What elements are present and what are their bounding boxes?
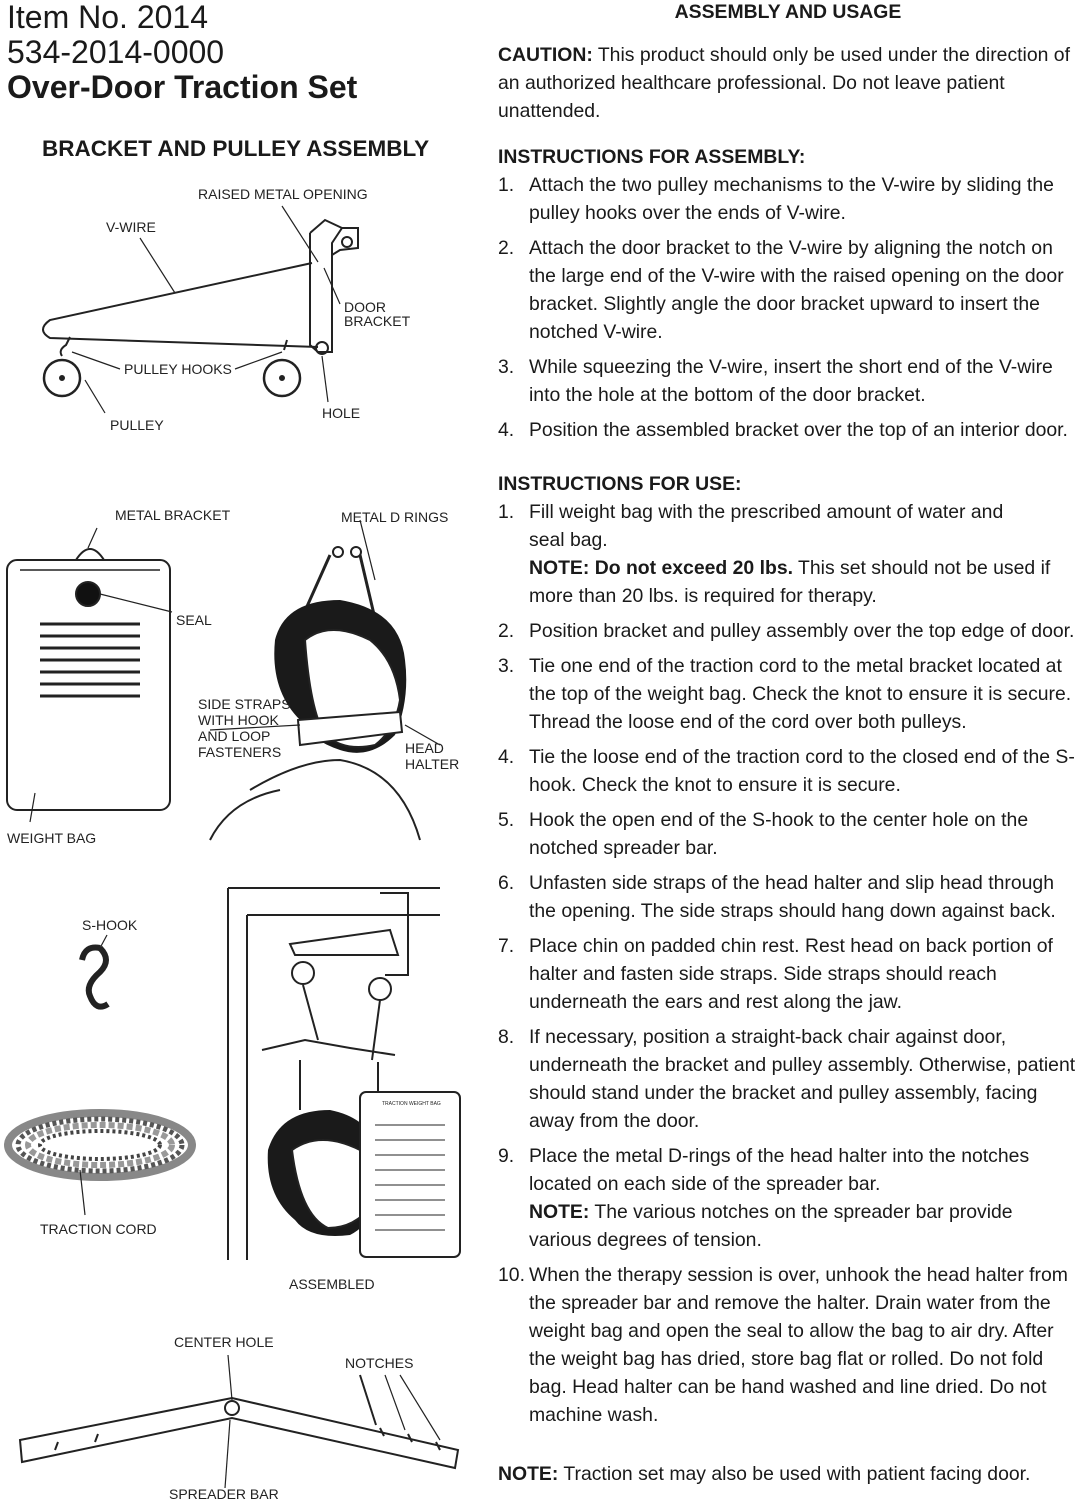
list-item [498, 171, 1078, 227]
step-number: 8. [498, 1026, 515, 1048]
label-v-wire: V-WIRE [106, 219, 156, 235]
step-number: 3. [498, 356, 515, 378]
weight-bag-drawing [7, 528, 172, 822]
step-text: Position the assembled bracket over the top of an interior door. [529, 419, 1068, 441]
label-pulley-hooks: PULLEY HOOKS [124, 361, 232, 377]
label-raised-metal-opening: RAISED METAL OPENING [198, 186, 368, 202]
label-assembled: ASSEMBLED [289, 1276, 375, 1292]
product-title: Over-Door Traction Set [7, 69, 358, 105]
note-label: NOTE: [529, 1201, 590, 1223]
label-head-halter-2: HALTER [405, 756, 460, 772]
assembled-drawing [228, 888, 460, 1260]
item-code: 534-2014-0000 [7, 34, 225, 70]
list-item [498, 743, 1078, 799]
step-text: Place chin on padded chin rest. Rest head on back portion of halter and fasten side straps. Side straps should reach underneath the ears and rest along the jaw. [529, 935, 1053, 1013]
list-item [498, 869, 1078, 925]
label-side-straps-2: WITH HOOK [198, 712, 279, 728]
s-hook-drawing [82, 935, 108, 1007]
list-item [498, 1261, 1078, 1429]
list-item [498, 1142, 1078, 1254]
label-notches: NOTCHES [345, 1355, 414, 1371]
label-hole: HOLE [322, 405, 361, 421]
caution-label: CAUTION: [498, 44, 593, 66]
step-number: 4. [498, 419, 515, 441]
label-head-halter-1: HEAD [405, 740, 444, 756]
step-number: 1. [498, 501, 515, 523]
bracket-pulley-diagram [43, 206, 358, 413]
label-metal-bracket: METAL BRACKET [115, 507, 231, 523]
assembly-heading: INSTRUCTIONS FOR ASSEMBLY: [498, 146, 806, 168]
step-text: Tie the loose end of the traction cord to the closed end of the S-hook. Check the knot to ensure it is secure. [529, 746, 1075, 796]
use-heading: INSTRUCTIONS FOR USE: [498, 473, 742, 495]
step-number: 7. [498, 935, 515, 957]
label-side-straps-1: SIDE STRAPS [198, 696, 291, 712]
traction-cord-drawing [8, 1113, 192, 1215]
label-side-straps-3: AND LOOP [198, 728, 271, 744]
step-number: 4. [498, 746, 515, 768]
label-center-hole: CENTER HOLE [174, 1334, 274, 1350]
final-note-label: NOTE: [498, 1463, 559, 1485]
step-text: Attach the door bracket to the V-wire by aligning the notch on the large end of the V-wire with the raised opening on the door bracket. Slightly angle the door bracket upward to insert the notched V-wire. [529, 237, 1064, 343]
step-number: 2. [498, 620, 515, 642]
label-weight-bag: WEIGHT BAG [7, 830, 97, 846]
list-item [498, 932, 1078, 1016]
assembly-instructions [498, 143, 1078, 444]
list-item [498, 498, 1078, 610]
caution-block [498, 41, 1078, 125]
usage-heading: ASSEMBLY AND USAGE [674, 1, 902, 23]
diagram-heading: BRACKET AND PULLEY ASSEMBLY [42, 136, 430, 161]
label-metal-d-rings: METAL D RINGS [341, 509, 449, 525]
step-text: Attach the two pulley mechanisms to the V-wire by sliding the pulley hooks over the ends of V-wire. [529, 174, 1054, 224]
label-s-hook: S-HOOK [82, 917, 138, 933]
label-spreader-bar: SPREADER BAR [169, 1486, 279, 1502]
step-number: 9. [498, 1145, 515, 1167]
step-text: When the therapy session is over, unhook the head halter from the spreader bar and remove the halter. Drain water from the weight bag and open the seal to allow the bag to air dry. After the weight bag has dried, store bag flat or rolled. Do not fold bag. Head halter can be hand washed and line dried. Do not machine wash. [529, 1264, 1068, 1426]
step-number: 1. [498, 174, 515, 196]
label-side-straps-4: FASTENERS [198, 744, 282, 760]
label-pulley: PULLEY [110, 417, 164, 433]
step-text: If necessary, position a straight-back chair against door, underneath the bracket and pulley assembly. Otherwise, patient should stand under the bracket and pulley assembly, facing away from the door. [529, 1026, 1076, 1132]
step-text: Position bracket and pulley assembly over the top edge of door. [529, 620, 1075, 642]
final-note-text: Traction set may also be used with patient facing door. [558, 1463, 1031, 1485]
use-steps [498, 498, 1078, 1429]
list-item [498, 617, 1078, 645]
list-item [498, 353, 1078, 409]
caution-text: This product should only be used under the direction of an authorized healthcare professional. Do not leave patient unattended. [498, 44, 1070, 122]
step-number: 10. [498, 1264, 525, 1286]
step-text: Tie one end of the traction cord to the metal bracket located at the top of the weight bag. Check the knot to ensure it is secure. Thread the loose end of the cord over both pulleys. [529, 655, 1072, 733]
step-text: While squeezing the V-wire, insert the short end of the V-wire into the hole at the bottom of the door bracket. [529, 356, 1053, 406]
item-number: Item No. 2014 [7, 0, 208, 35]
list-item [498, 1023, 1078, 1135]
step-number: 5. [498, 809, 515, 831]
use-instructions [498, 470, 1078, 1429]
final-note [498, 1460, 1078, 1488]
step-number: 3. [498, 655, 515, 677]
label-traction-cord: TRACTION CORD [40, 1221, 157, 1237]
list-item [498, 806, 1078, 862]
note-text: The various notches on the spreader bar provide various degrees of tension. [529, 1201, 1013, 1251]
label-seal: SEAL [176, 612, 212, 628]
list-item [498, 234, 1078, 346]
spreader-bar-drawing [20, 1355, 458, 1488]
step-text: Hook the open end of the S-hook to the center hole on the notched spreader bar. [529, 809, 1029, 859]
assembly-steps [498, 171, 1078, 444]
head-halter-drawing [210, 520, 440, 840]
note-text: This set should not be used if more than 20 lbs. is required for therapy. [529, 557, 1051, 607]
label-bag-print: TRACTION WEIGHT BAG [382, 1101, 441, 1107]
list-item [498, 416, 1078, 444]
step-text: Fill weight bag with the prescribed amount of water and seal bag. [529, 501, 1004, 551]
note-label: NOTE: Do not exceed 20 lbs. [529, 557, 793, 579]
list-item [498, 652, 1078, 736]
step-text: Place the metal D-rings of the head halter into the notches located on each side of the spreader bar. [529, 1145, 1030, 1195]
step-number: 2. [498, 237, 515, 259]
step-number: 6. [498, 872, 515, 894]
step-text: Unfasten side straps of the head halter and slip head through the opening. The side straps should hang down against back. [529, 872, 1056, 922]
label-door-bracket-2: BRACKET [344, 313, 411, 329]
label-door-bracket-1: DOOR [344, 299, 386, 315]
